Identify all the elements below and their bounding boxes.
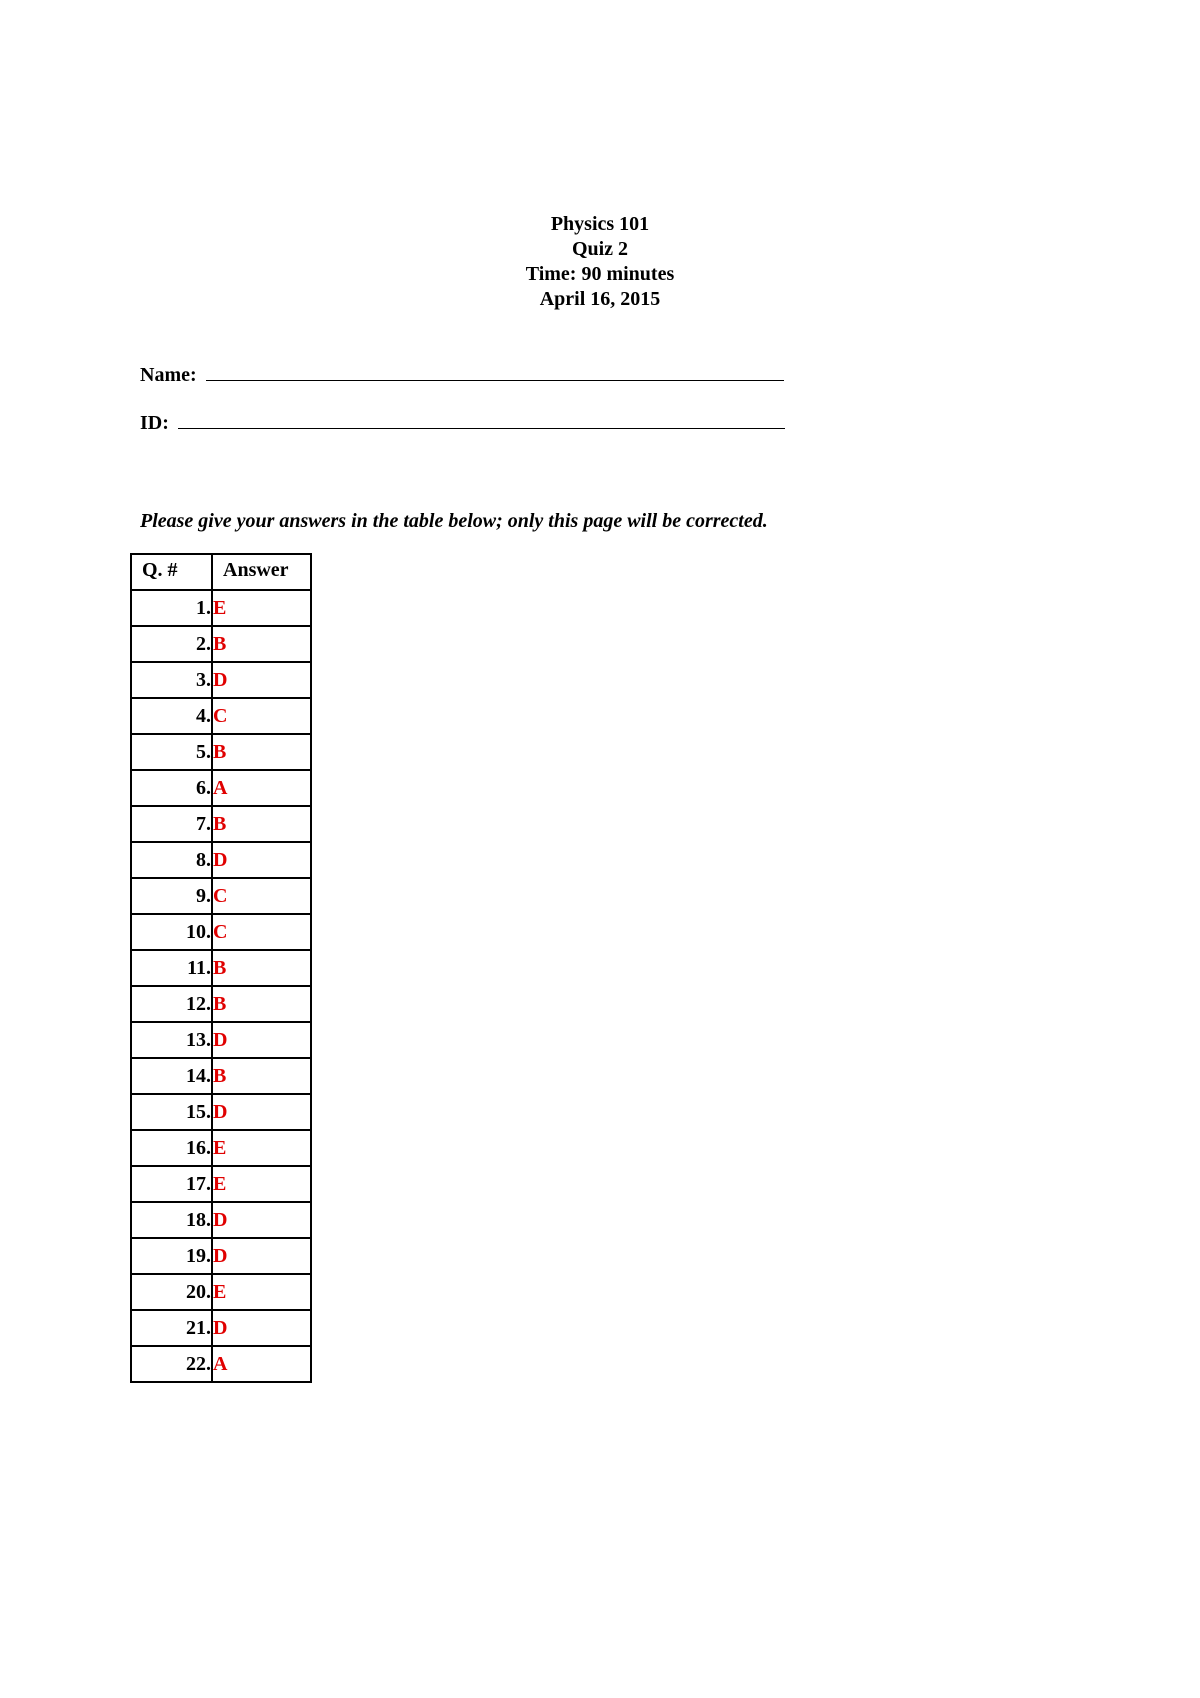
- table-row: [131, 1058, 311, 1094]
- answer-letter: D: [212, 842, 311, 878]
- table-row: [131, 1310, 311, 1346]
- question-number: 11.: [131, 950, 212, 986]
- table-row: [131, 662, 311, 698]
- name-label: Name:: [140, 364, 197, 386]
- table-row: [131, 950, 311, 986]
- answer-letter: C: [212, 914, 311, 950]
- question-number: 12.: [131, 986, 212, 1022]
- quiz-header: [0, 212, 1200, 312]
- question-number: 20.: [131, 1274, 212, 1310]
- name-blank-line: [206, 366, 784, 381]
- answer-header: Answer: [212, 554, 311, 590]
- answer-letter: D: [212, 662, 311, 698]
- answer-letter: C: [212, 878, 311, 914]
- answer-letter: B: [212, 986, 311, 1022]
- question-number: 13.: [131, 1022, 212, 1058]
- table-row: [131, 1166, 311, 1202]
- table-row: [131, 914, 311, 950]
- id-label: ID:: [140, 412, 169, 434]
- answer-letter: B: [212, 626, 311, 662]
- question-number-header: Q. #: [131, 554, 212, 590]
- table-row: [131, 842, 311, 878]
- answer-letter: B: [212, 950, 311, 986]
- answer-letter: D: [212, 1310, 311, 1346]
- question-number: 10.: [131, 914, 212, 950]
- id-blank-line: [178, 414, 785, 429]
- instructions: Please give your answers in the table below; only this page will be corrected.: [140, 510, 768, 532]
- table-row: [131, 770, 311, 806]
- answer-letter: E: [212, 590, 311, 626]
- table-row: [131, 1202, 311, 1238]
- question-number: 16.: [131, 1130, 212, 1166]
- table-row: [131, 878, 311, 914]
- answer-letter: C: [212, 698, 311, 734]
- answer-table: [130, 553, 312, 1383]
- answer-table-header: [131, 554, 311, 590]
- question-number: 2.: [131, 626, 212, 662]
- table-row: [131, 986, 311, 1022]
- question-number: 21.: [131, 1310, 212, 1346]
- question-number: 6.: [131, 770, 212, 806]
- table-row: [131, 734, 311, 770]
- question-number: 18.: [131, 1202, 212, 1238]
- question-number: 9.: [131, 878, 212, 914]
- question-number: 15.: [131, 1094, 212, 1130]
- time-limit: Time: 90 minutes: [525, 263, 675, 285]
- answer-letter: B: [212, 1058, 311, 1094]
- answer-letter: E: [212, 1130, 311, 1166]
- table-row: [131, 590, 311, 626]
- name-field: [140, 363, 784, 387]
- answer-letter: A: [212, 1346, 311, 1382]
- answer-letter: A: [212, 770, 311, 806]
- question-number: 3.: [131, 662, 212, 698]
- table-row: [131, 1238, 311, 1274]
- question-number: 5.: [131, 734, 212, 770]
- answer-letter: E: [212, 1166, 311, 1202]
- answer-letter: B: [212, 806, 311, 842]
- course-title: Physics 101: [550, 213, 650, 235]
- table-row: [131, 1022, 311, 1058]
- quiz-date: April 16, 2015: [539, 288, 661, 310]
- answer-letter: D: [212, 1094, 311, 1130]
- question-number: 7.: [131, 806, 212, 842]
- question-number: 8.: [131, 842, 212, 878]
- answer-letter: D: [212, 1202, 311, 1238]
- question-number: 17.: [131, 1166, 212, 1202]
- table-row: [131, 1346, 311, 1382]
- answer-letter: B: [212, 734, 311, 770]
- question-number: 1.: [131, 590, 212, 626]
- question-number: 14.: [131, 1058, 212, 1094]
- answer-letter: D: [212, 1238, 311, 1274]
- question-number: 22.: [131, 1346, 212, 1382]
- question-number: 4.: [131, 698, 212, 734]
- table-row: [131, 806, 311, 842]
- question-number: 19.: [131, 1238, 212, 1274]
- table-row: [131, 1130, 311, 1166]
- table-row: [131, 698, 311, 734]
- table-row: [131, 626, 311, 662]
- id-field: [140, 411, 785, 435]
- table-row: [131, 1094, 311, 1130]
- answer-letter: D: [212, 1022, 311, 1058]
- table-row: [131, 1274, 311, 1310]
- quiz-title: Quiz 2: [571, 238, 629, 260]
- answer-rows: [131, 590, 311, 1382]
- answer-letter: E: [212, 1274, 311, 1310]
